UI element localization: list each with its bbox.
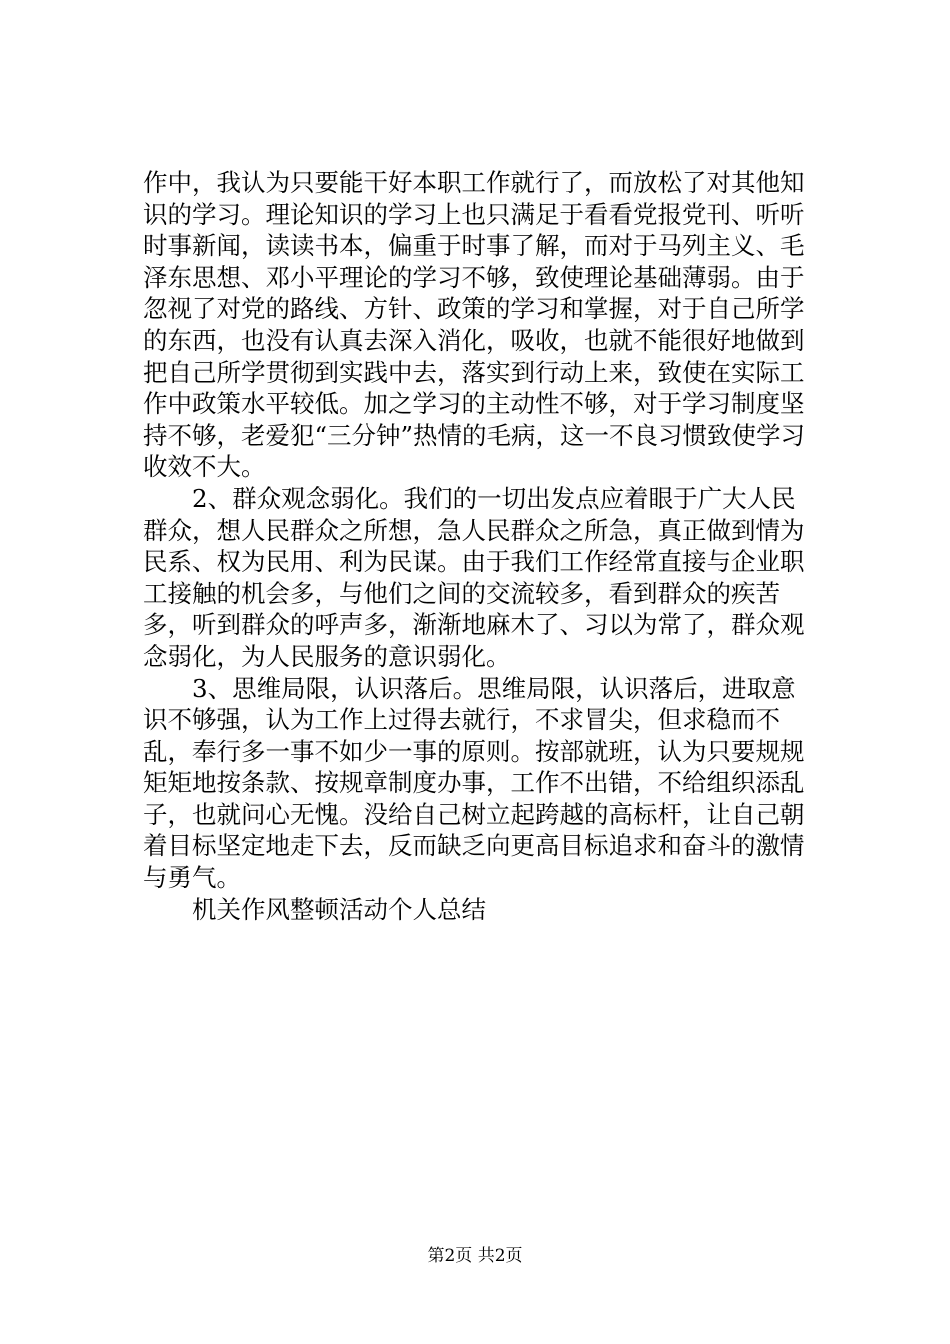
paragraph-limited-thinking: 3、思维局限，认识落后。思维局限，认识落后，进取意识不够强，认为工作上过得去就行，不求冒尖，但求稳而不乱，奉行多一事不如少一事的原则。按部就班，认为只要规规矩矩地按条款、按规章制度办事，工作不出错，不给组织添乱子，也就问心无愧。没给自己树立起跨越的高标杆，让自己朝着目标坚定地走下去，反而缺乏向更高目标追求和奋斗的激情与勇气。 [143, 673, 805, 893]
page-footer: 第2页 共2页 [427, 1246, 523, 1266]
paragraph-mass-viewpoint: 2、群众观念弱化。我们的一切出发点应着眼于广大人民群众，想人民群众之所想，急人民群众之所急，真正做到情为民系、权为民用、利为民谋。由于我们工作经常直接与企业职工接触的机会多，与他们之间的交流较多，看到群众的疾苦多，听到群众的呼声多，渐渐地麻木了、习以为常了，群众观念弱化，为人民服务的意识弱化。 [143, 483, 805, 671]
paragraph-summary-title: 机关作风整顿活动个人总结 [192, 894, 486, 924]
paragraph-study-shortcomings: 作中，我认为只要能干好本职工作就行了，而放松了对其他知识的学习。理论知识的学习上也只满足于看看党报党刊、听听时事新闻，读读书本，偏重于时事了解，而对于马列主义、毛泽东思想、邓小平理论的学习不够，致使理论基础薄弱。由于忽视了对党的路线、方针、政策的学习和掌握，对于自己所学的东西，也没有认真去深入消化，吸收，也就不能很好地做到把自己所学贯彻到实践中去，落实到行动上来，致使在实际工作中政策水平较低。加之学习的主动性不够，对于学习制度坚持不够，老爱犯“三分钟”热情的毛病，这一不良习惯致使学习收效不大。 [143, 168, 806, 482]
document-body [143, 167, 811, 925]
